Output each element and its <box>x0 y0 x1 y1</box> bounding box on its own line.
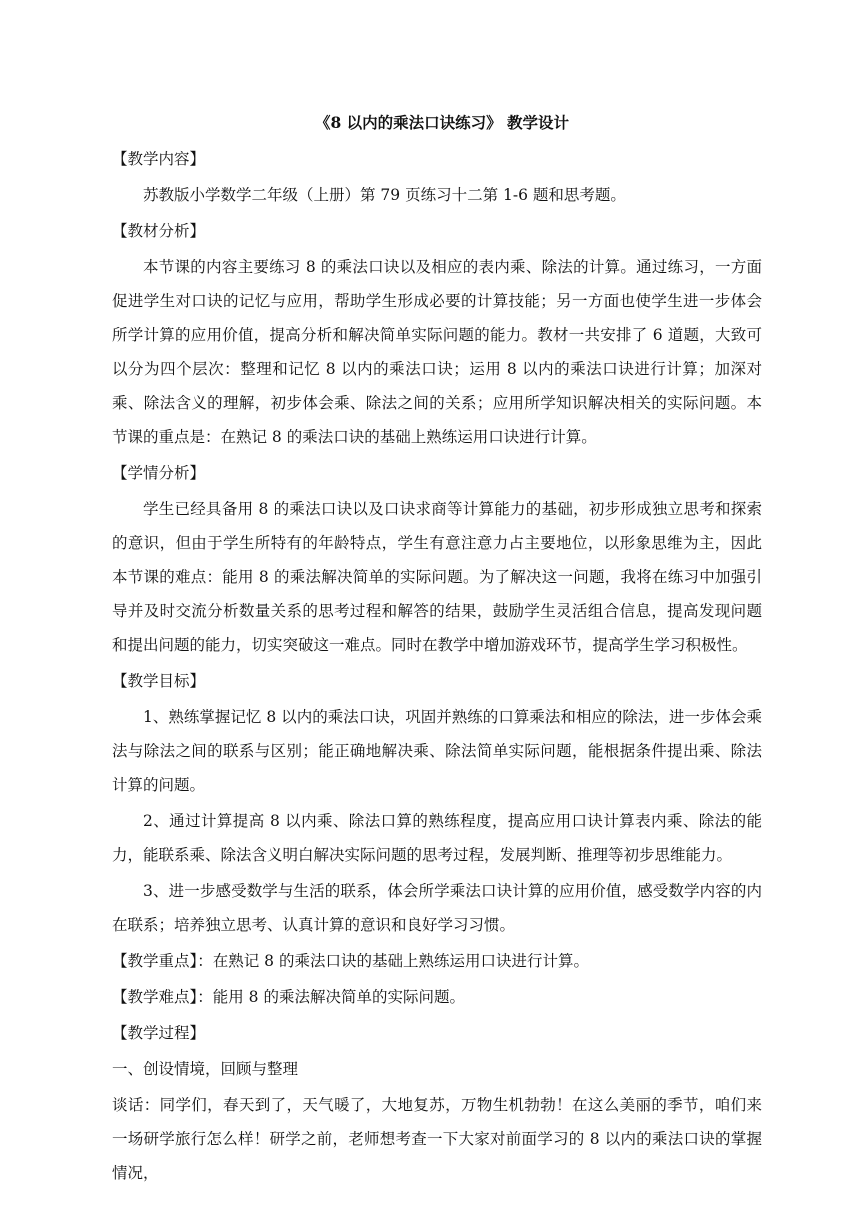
teaching-goal-2: 2、通过计算提高 8 以内乘、除法口算的熟练程度，提高应用口诀计算表内乘、除法的能力，能联系乘、除法含义明白解决实际问题的思考过程，发展判断、推理等初步思维能力。 <box>112 812 762 864</box>
teaching-difficulty: 【教学难点】：能用 8 的乘法解决简单的实际问题。 <box>112 988 465 1006</box>
teaching-goal-3: 3、进一步感受数学与生活的联系，体会所学乘法口诀计算的应用价值，感受数学内容的内在联系；培养独立思考、认真计算的意识和良好学习习惯。 <box>112 882 762 934</box>
material-analysis-text: 本节课的内容主要练习 8 的乘法口诀以及相应的表内乘、除法的计算。通过练习，一方面促进学生对口诀的记忆与应用，帮助学生形成必要的计算技能；另一方面也使学生进一步体会所学计算的应用价值，提高分析和解决简单实际问题的能力。教材一共安排了 6 道题，大致可以分为四个层次：整理和记忆 8 以内的乘法口诀；运用 8 以内的乘法口诀进行计算；加深对乘、除法含义的理解，初步体会乘、除法之间的关系；应用所学知识解决相关的实际问题。本节课的重点是：在熟记 8 的乘法口诀的基础上熟练运用口诀进行计算。 <box>112 258 762 446</box>
section-heading-student-analysis: 【学情分析】 <box>112 464 206 482</box>
section-heading-material-analysis: 【教材分析】 <box>112 222 206 240</box>
talk-text: 谈话：同学们，春天到了，天气暖了，大地复苏，万物生机勃勃！在这么美丽的季节，咱们来一场研学旅行怎么样！研学之前，老师想考查一下大家对前面学习的 8 以内的乘法口诀的掌握情况， <box>112 1096 762 1182</box>
document-body <box>112 106 762 1190</box>
section-heading-teaching-content: 【教学内容】 <box>112 150 206 168</box>
teaching-goal-1: 1、熟练掌握记忆 8 以内的乘法口诀，巩固并熟练的口算乘法和相应的除法，进一步体会乘法与除法之间的联系与区别；能正确地解决乘、除法简单实际问题，能根据条件提出乘、除法计算的问题。 <box>112 708 762 794</box>
section-heading-teaching-process: 【教学过程】 <box>112 1024 206 1042</box>
section-heading-teaching-goals: 【教学目标】 <box>112 672 206 690</box>
teaching-content-text: 苏教版小学数学二年级（上册）第 79 页练习十二第 1-6 题和思考题。 <box>143 186 626 204</box>
student-analysis-text: 学生已经具备用 8 的乘法口诀以及口诀求商等计算能力的基础，初步形成独立思考和探索的意识，但由于学生所特有的年龄特点，学生有意注意力占主要地位，以形象思维为主，因此本节课的难点：能用 8 的乘法解决简单的实际问题。为了解决这一问题，我将在练习中加强引导并及时交流分析数量关系的思考过程和解答的结果，鼓励学生灵活组合信息，提高发现问题和提出问题的能力，切实突破这一难点。同时在教学中增加游戏环节，提高学生学习积极性。 <box>112 500 762 654</box>
document-title: 《8 以内的乘法口诀练习》 教学设计 <box>314 113 570 132</box>
process-step-1-heading: 一、创设情境，回顾与整理 <box>112 1060 299 1078</box>
teaching-key-point: 【教学重点】：在熟记 8 的乘法口诀的基础上熟练运用口诀进行计算。 <box>112 952 589 970</box>
